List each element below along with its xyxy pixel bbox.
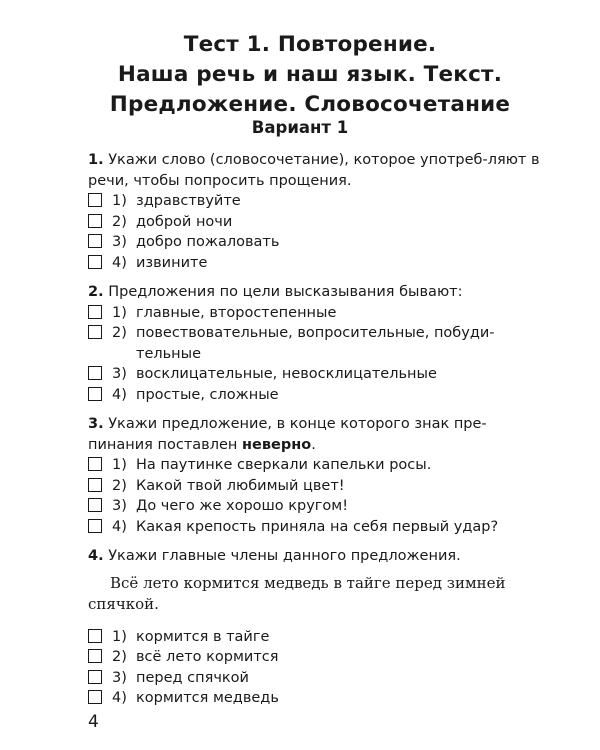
answer-option [88, 364, 548, 385]
answer-option [88, 476, 548, 497]
option-number: 2) [112, 325, 127, 341]
option-number: 4) [112, 254, 127, 271]
question-3 [88, 414, 548, 537]
option-number: 3) [112, 669, 127, 686]
option-number: 3) [112, 366, 127, 382]
title-line-3: Предложение. Словосочетание [109, 92, 511, 117]
option-number: 4) [112, 690, 127, 706]
answer-checkbox[interactable] [88, 366, 102, 380]
answer-option [88, 496, 548, 517]
answer-option [88, 517, 548, 538]
question-text [88, 546, 548, 567]
option-text: извините [136, 254, 208, 271]
example-sentence: Всё лето кормится медведь в тайге перед зимней спячкой. [88, 573, 506, 613]
answer-checkbox[interactable] [88, 305, 102, 319]
option-number: 4) [112, 386, 127, 403]
option-text: здравствуйте [136, 193, 241, 209]
answer-option [88, 385, 548, 406]
question-1 [88, 150, 548, 273]
question-prompt: Укажи главные члены данного предложения. [108, 548, 461, 564]
emphasized-word: неверно [242, 436, 312, 453]
option-number: 1) [112, 193, 127, 209]
answer-checkbox[interactable] [88, 478, 102, 492]
option-text: доброй ночи [136, 213, 233, 230]
test-title [60, 30, 560, 120]
option-number: 2) [112, 213, 127, 230]
question-text [88, 282, 548, 303]
option-text: простые, сложные [136, 386, 279, 403]
option-text: восклицательные, невосклицательные [136, 366, 437, 382]
answer-checkbox[interactable] [88, 690, 102, 704]
question-number: 3. [88, 416, 104, 432]
answer-option [88, 668, 548, 689]
option-text: кормится в тайге [136, 628, 270, 645]
option-text: Какой твой любимый цвет! [136, 477, 345, 494]
option-number: 3) [112, 234, 127, 250]
answer-option [88, 212, 548, 233]
question-2 [88, 282, 548, 405]
question-number: 4. [88, 548, 104, 564]
answer-option [88, 253, 548, 274]
answer-checkbox[interactable] [88, 649, 102, 663]
question-prompt: Предложения по цели высказывания бывают: [108, 284, 463, 300]
option-text: кормится медведь [136, 690, 279, 706]
answer-checkbox[interactable] [88, 519, 102, 533]
page-number: 4 [88, 712, 99, 732]
option-number: 3) [112, 498, 127, 514]
variant-heading: Вариант 1 [251, 118, 349, 137]
option-text: повествовательные, вопросительные, побуди-тельные [136, 325, 495, 362]
question-punctuation: . [311, 436, 316, 453]
answer-checkbox[interactable] [88, 670, 102, 684]
question-number: 1. [88, 152, 104, 168]
option-number: 1) [112, 628, 127, 645]
answer-checkbox[interactable] [88, 234, 102, 248]
question-number: 2. [88, 284, 104, 300]
question-text [88, 150, 548, 191]
option-text: главные, второстепенные [136, 304, 337, 321]
question-prompt: Укажи слово (словосочетание), которое употреб-ляют в речи, чтобы попросить прощения. [88, 152, 540, 189]
option-number: 2) [112, 649, 127, 665]
answer-checkbox[interactable] [88, 498, 102, 512]
question-text [88, 414, 548, 455]
option-text: добро пожаловать [136, 234, 280, 250]
option-text: На паутинке сверкали капельки росы. [136, 457, 432, 473]
answer-option [88, 191, 548, 212]
option-number: 1) [112, 304, 127, 321]
answer-option [88, 627, 548, 648]
option-number: 4) [112, 518, 127, 535]
answer-checkbox[interactable] [88, 193, 102, 207]
answer-checkbox[interactable] [88, 214, 102, 228]
option-number: 2) [112, 477, 127, 494]
answer-option [88, 303, 548, 324]
option-text: Какая крепость приняла на себя первый удар? [136, 518, 499, 535]
answer-option [88, 232, 548, 253]
answer-option [88, 455, 548, 476]
title-line-1: Тест 1. Повторение. [183, 32, 437, 57]
question-prompt: Укажи предложение, в конце которого знак пре-пинания поставлен [88, 416, 487, 453]
question-4 [88, 546, 548, 709]
answer-option [88, 647, 548, 668]
answer-checkbox[interactable] [88, 255, 102, 269]
title-line-2: Наша речь и наш язык. Текст. [117, 62, 503, 87]
option-text: перед спячкой [136, 669, 249, 686]
answer-checkbox[interactable] [88, 629, 102, 643]
answer-checkbox[interactable] [88, 325, 102, 339]
answer-checkbox[interactable] [88, 457, 102, 471]
questions-list [88, 150, 548, 718]
option-text: всё лето кормится [136, 649, 279, 665]
answer-checkbox[interactable] [88, 387, 102, 401]
answer-option [88, 688, 548, 709]
option-text: До чего же хорошо кругом! [136, 498, 349, 514]
option-number: 1) [112, 457, 127, 473]
answer-option [88, 323, 548, 364]
